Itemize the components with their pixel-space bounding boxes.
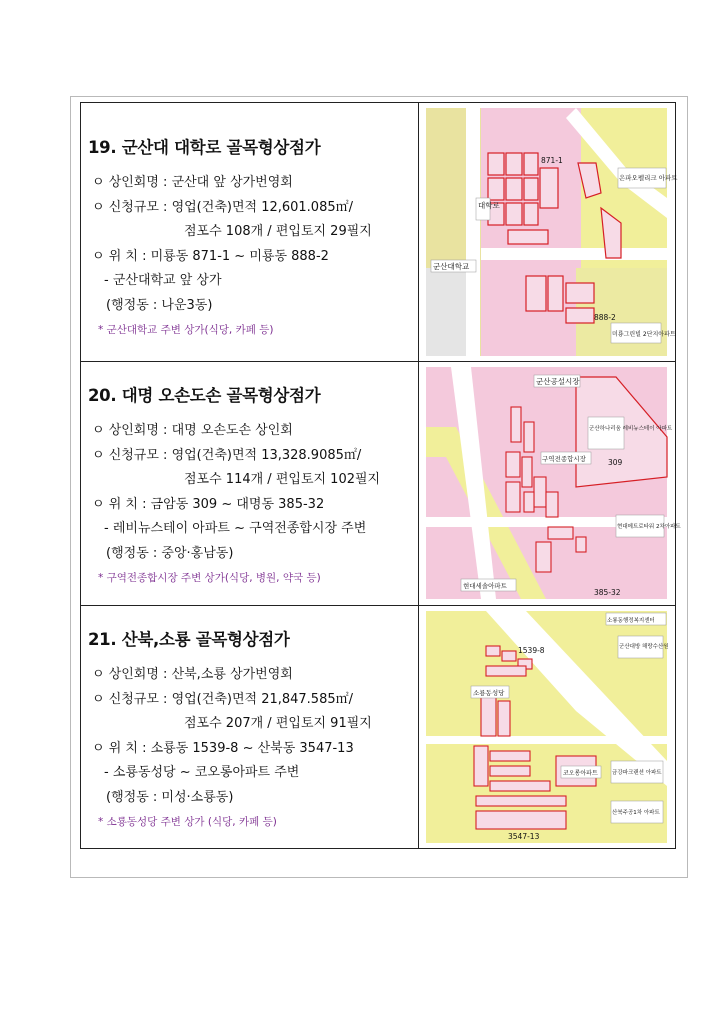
area-description: - 소룡동성당 ~ 코오롱아파트 주변 — [104, 765, 300, 780]
section-note: * 군산대학교 주변 상가(식당, 카페 등) — [98, 324, 274, 336]
application-scale: ㅇ 신청규모 : 영업(건축)면적 21,847.585㎡/ — [92, 691, 354, 707]
map-label: 871-1 — [541, 156, 564, 165]
shopping-district-table — [80, 102, 682, 849]
map-label: 소룡동성당 — [473, 689, 505, 697]
map-image — [426, 611, 667, 843]
map-label: 미룡그린빌 2단지아파트 — [612, 331, 677, 338]
area-description: - 군산대학교 앞 상가 — [104, 273, 222, 288]
section-text-cell — [81, 362, 419, 606]
map-label: 구역전종합시장 — [542, 455, 587, 463]
map-label: 888-2 — [594, 313, 617, 322]
admin-dong: (행정동 : 미성·소룡동) — [106, 789, 234, 805]
location: ㅇ 위 치 : 금암동 309 ~ 대명동 385-32 — [92, 496, 325, 512]
map-label: 군산하나리움 레비뉴스테이 아파트 — [589, 426, 673, 432]
table-row — [81, 103, 676, 362]
map-label: 군산대방 해랑수산원 — [619, 644, 669, 650]
location: ㅇ 위 치 : 미룡동 871-1 ~ 미룡동 888-2 — [92, 248, 329, 264]
section-map-cell — [418, 606, 675, 849]
map-label: 군산공설시장 — [536, 377, 580, 386]
map-label: 1539-8 — [518, 646, 545, 655]
application-scale: ㅇ 신청규모 : 영업(건축)면적 12,601.085㎡/ — [92, 199, 354, 215]
admin-dong: (행정동 : 나운3동) — [106, 297, 213, 313]
map-label: 현대메트로타워 2차아파트 — [617, 524, 682, 530]
section-map-cell — [418, 362, 682, 606]
map-label: 대학로 — [478, 201, 501, 210]
area-description: - 레비뉴스테이 아파트 ~ 구역전종합시장 주변 — [104, 521, 367, 536]
section-note: * 구역전종합시장 주변 상가(식당, 병원, 약국 등) — [98, 572, 321, 584]
district-map — [426, 611, 667, 843]
section-note: * 소룡동성당 주변 상가 (식당, 카페 등) — [98, 816, 277, 828]
map-image — [426, 108, 678, 356]
merchant-association: ㅇ 상인회명 : 산북,소룡 상가번영회 — [92, 667, 293, 682]
map-label: 385-32 — [594, 588, 621, 597]
map-image — [426, 367, 682, 599]
store-count: 점포수 108개 / 편입토지 29필지 — [184, 224, 372, 239]
section-title: 21. 산북,소룡 골목형상점가 — [88, 630, 290, 649]
location: ㅇ 위 치 : 소룡동 1539-8 ~ 산북동 3547-13 — [92, 740, 354, 756]
section-title: 20. 대명 오손도손 골목형상점가 — [88, 386, 321, 405]
map-label: 금강파크랜션 아파트 — [612, 770, 662, 776]
merchant-association: ㅇ 상인회명 : 대명 오손도손 상인회 — [92, 423, 293, 438]
map-label: 은파오펠리크 아파트 — [619, 174, 678, 182]
district-map — [426, 108, 678, 356]
store-count: 점포수 207개 / 편입토지 91필지 — [184, 716, 372, 731]
map-label: 코오롱아파트 — [563, 770, 599, 777]
admin-dong: (행정동 : 중앙·홍남동) — [106, 545, 234, 561]
map-label: 군산대학교 — [433, 262, 470, 271]
merchant-association: ㅇ 상인회명 : 군산대 앞 상가번영회 — [92, 175, 293, 190]
application-scale: ㅇ 신청규모 : 영업(건축)면적 13,328.9085㎡/ — [92, 447, 362, 463]
district-map — [426, 367, 682, 599]
section-text-cell — [81, 606, 419, 849]
map-label: 3547-13 — [508, 832, 540, 841]
table-row — [81, 362, 676, 606]
section-text-cell — [81, 103, 419, 362]
map-label: 산북주공1차 아파트 — [612, 810, 661, 816]
section-map-cell — [418, 103, 678, 362]
section-title: 19. 군산대 대학로 골목형상점가 — [88, 138, 321, 157]
store-count: 점포수 114개 / 편입토지 102필지 — [184, 472, 381, 487]
table-row — [81, 606, 676, 849]
map-label: 소룡동행정복지센터 — [607, 618, 656, 624]
map-label: 309 — [608, 458, 623, 467]
map-label: 현대세솔아파트 — [463, 582, 508, 590]
